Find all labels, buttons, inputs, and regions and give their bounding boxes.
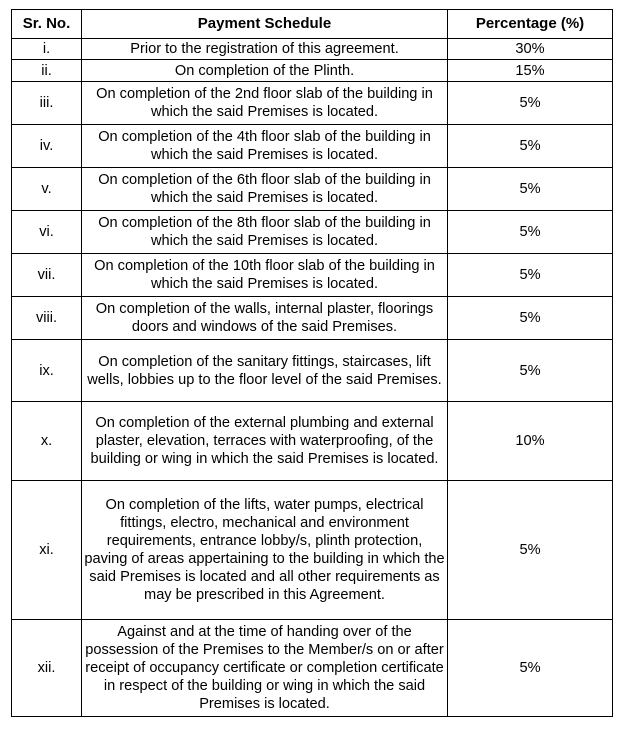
- table-row: [12, 39, 613, 60]
- percentage-cell: 5%: [448, 82, 613, 125]
- table-row: [12, 481, 613, 620]
- percentage-cell: 5%: [448, 211, 613, 254]
- payment-schedule-cell: On completion of the 4th floor slab of the building in which the said Premises is located.: [82, 125, 448, 168]
- table-row: [12, 125, 613, 168]
- sr-no-cell: v.: [12, 168, 82, 211]
- sr-no-cell: viii.: [12, 297, 82, 340]
- percentage-cell: 5%: [448, 168, 613, 211]
- header-row: [12, 10, 613, 39]
- table-row: [12, 168, 613, 211]
- payment-schedule-cell: Against and at the time of handing over of the possession of the Premises to the Member/s on or after receipt of occupancy certificate or completion certificate in respect of the building or wing in which the said Premises is located.: [82, 620, 448, 717]
- sr-no-cell: i.: [12, 39, 82, 60]
- percentage-cell: 5%: [448, 125, 613, 168]
- header-percentage: Percentage (%): [448, 10, 613, 39]
- sr-no-cell: xi.: [12, 481, 82, 620]
- table-row: [12, 82, 613, 125]
- payment-schedule-cell: On completion of the 6th floor slab of the building in which the said Premises is located.: [82, 168, 448, 211]
- payment-schedule-table: [11, 9, 613, 717]
- table-row: [12, 297, 613, 340]
- table-row: [12, 620, 613, 717]
- payment-schedule-cell: On completion of the 10th floor slab of the building in which the said Premises is located.: [82, 254, 448, 297]
- table-row: [12, 340, 613, 402]
- percentage-cell: 5%: [448, 297, 613, 340]
- percentage-cell: 30%: [448, 39, 613, 60]
- percentage-cell: 10%: [448, 402, 613, 481]
- payment-schedule-cell: Prior to the registration of this agreement.: [82, 39, 448, 60]
- payment-schedule-cell: On completion of the lifts, water pumps, electrical fittings, electro, mechanical and environment requirements, entrance lobby/s, plinth protection, paving of areas appertaining to the building in which the said Premises is located and all other requirements as may be prescribed in this Agreement.: [82, 481, 448, 620]
- sr-no-cell: ix.: [12, 340, 82, 402]
- table-row: [12, 254, 613, 297]
- payment-schedule-cell: On completion of the 8th floor slab of the building in which the said Premises is located.: [82, 211, 448, 254]
- sr-no-cell: xii.: [12, 620, 82, 717]
- sr-no-cell: iii.: [12, 82, 82, 125]
- sr-no-cell: vi.: [12, 211, 82, 254]
- payment-schedule-cell: On completion of the external plumbing and external plaster, elevation, terraces with waterproofing, of the building or wing in which the said Premises is located.: [82, 402, 448, 481]
- table-row: [12, 402, 613, 481]
- percentage-cell: 5%: [448, 481, 613, 620]
- percentage-cell: 5%: [448, 340, 613, 402]
- header-payment-schedule: Payment Schedule: [82, 10, 448, 39]
- percentage-cell: 5%: [448, 254, 613, 297]
- percentage-cell: 15%: [448, 60, 613, 82]
- header-sr-no: Sr. No.: [12, 10, 82, 39]
- payment-schedule-cell: On completion of the sanitary fittings, staircases, lift wells, lobbies up to the floor level of the said Premises.: [82, 340, 448, 402]
- table-row: [12, 60, 613, 82]
- table-row: [12, 211, 613, 254]
- percentage-cell: 5%: [448, 620, 613, 717]
- payment-schedule-cell: On completion of the Plinth.: [82, 60, 448, 82]
- sr-no-cell: x.: [12, 402, 82, 481]
- sr-no-cell: iv.: [12, 125, 82, 168]
- payment-schedule-cell: On completion of the walls, internal plaster, floorings doors and windows of the said Premises.: [82, 297, 448, 340]
- sr-no-cell: vii.: [12, 254, 82, 297]
- sr-no-cell: ii.: [12, 60, 82, 82]
- payment-schedule-cell: On completion of the 2nd floor slab of the building in which the said Premises is located.: [82, 82, 448, 125]
